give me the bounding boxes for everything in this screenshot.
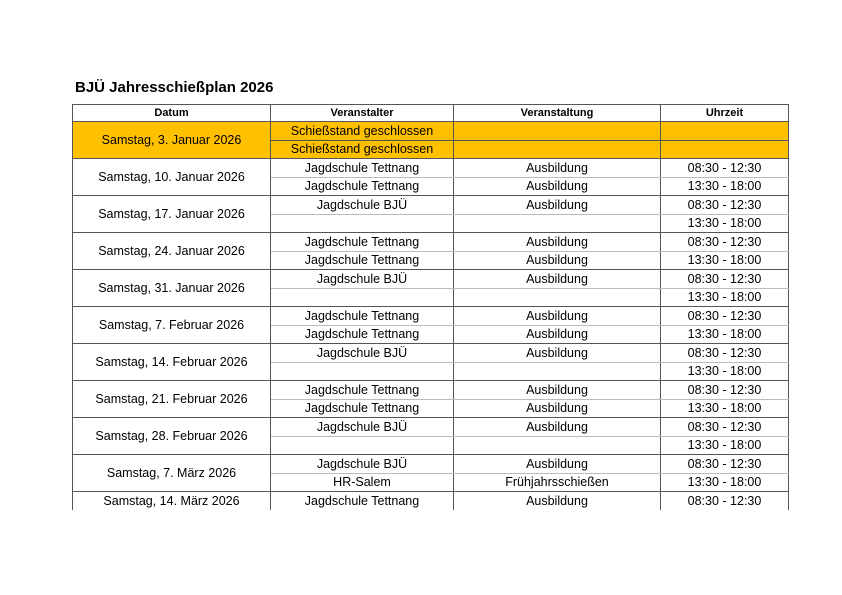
event-cell: Ausbildung <box>454 418 661 437</box>
table-row <box>73 344 789 363</box>
time-cell: 13:30 - 18:00 <box>661 325 789 344</box>
schedule-body <box>73 122 789 510</box>
schedule-table <box>72 104 789 510</box>
time-cell: 13:30 - 18:00 <box>661 473 789 492</box>
event-cell: Ausbildung <box>454 177 661 196</box>
event-cell: Ausbildung <box>454 159 661 178</box>
organizer-cell <box>271 362 454 381</box>
date-cell: Samstag, 28. Februar 2026 <box>73 418 271 455</box>
table-row <box>73 159 789 178</box>
event-cell <box>454 362 661 381</box>
event-cell: Ausbildung <box>454 344 661 363</box>
time-cell: 13:30 - 18:00 <box>661 362 789 381</box>
organizer-cell: Jagdschule Tettnang <box>271 381 454 400</box>
time-cell: 13:30 - 18:00 <box>661 288 789 307</box>
time-cell: 13:30 - 18:00 <box>661 399 789 418</box>
organizer-cell <box>271 288 454 307</box>
time-cell: 08:30 - 12:30 <box>661 159 789 178</box>
date-cell: Samstag, 24. Januar 2026 <box>73 233 271 270</box>
event-cell: Ausbildung <box>454 381 661 400</box>
header-row <box>73 105 789 122</box>
table-row <box>73 418 789 437</box>
organizer-cell: Jagdschule BJÜ <box>271 418 454 437</box>
time-cell <box>661 122 789 141</box>
time-cell: 08:30 - 12:30 <box>661 307 789 326</box>
event-cell: Ausbildung <box>454 307 661 326</box>
date-cell: Samstag, 14. März 2026 <box>73 492 271 510</box>
event-cell <box>454 288 661 307</box>
time-cell: 08:30 - 12:30 <box>661 270 789 289</box>
event-cell <box>454 436 661 455</box>
organizer-cell: Jagdschule BJÜ <box>271 270 454 289</box>
organizer-cell: Jagdschule Tettnang <box>271 177 454 196</box>
header-date: Datum <box>73 105 271 122</box>
event-cell: Frühjahrsschießen <box>454 473 661 492</box>
table-row <box>73 307 789 326</box>
table-row <box>73 381 789 400</box>
date-cell: Samstag, 14. Februar 2026 <box>73 344 271 381</box>
time-cell: 13:30 - 18:00 <box>661 436 789 455</box>
event-cell: Ausbildung <box>454 325 661 344</box>
event-cell: Ausbildung <box>454 251 661 270</box>
time-cell: 13:30 - 18:00 <box>661 214 789 233</box>
header-time: Uhrzeit <box>661 105 789 122</box>
event-cell <box>454 214 661 233</box>
event-cell: Ausbildung <box>454 196 661 215</box>
event-cell <box>454 122 661 141</box>
date-cell: Samstag, 7. Februar 2026 <box>73 307 271 344</box>
event-cell: Ausbildung <box>454 399 661 418</box>
time-cell: 08:30 - 12:30 <box>661 196 789 215</box>
organizer-cell <box>271 214 454 233</box>
event-cell <box>454 140 661 159</box>
time-cell: 08:30 - 12:30 <box>661 455 789 474</box>
organizer-cell: Schießstand geschlossen <box>271 140 454 159</box>
organizer-cell: Jagdschule Tettnang <box>271 159 454 178</box>
time-cell: 08:30 - 12:30 <box>661 344 789 363</box>
time-cell: 13:30 - 18:00 <box>661 177 789 196</box>
document-title: BJÜ Jahresschießplan 2026 <box>75 79 274 96</box>
event-cell: Ausbildung <box>454 233 661 252</box>
time-cell: 08:30 - 12:30 <box>661 492 789 510</box>
organizer-cell: Jagdschule Tettnang <box>271 399 454 418</box>
header-organizer: Veranstalter <box>271 105 454 122</box>
time-cell: 08:30 - 12:30 <box>661 381 789 400</box>
organizer-cell: Jagdschule BJÜ <box>271 196 454 215</box>
table-row <box>73 270 789 289</box>
date-cell: Samstag, 17. Januar 2026 <box>73 196 271 233</box>
organizer-cell: Jagdschule Tettnang <box>271 233 454 252</box>
organizer-cell: Jagdschule Tettnang <box>271 325 454 344</box>
table-row <box>73 196 789 215</box>
table-row <box>73 455 789 474</box>
organizer-cell: Jagdschule BJÜ <box>271 455 454 474</box>
table-row <box>73 233 789 252</box>
organizer-cell: Jagdschule Tettnang <box>271 307 454 326</box>
organizer-cell: Jagdschule BJÜ <box>271 344 454 363</box>
date-cell: Samstag, 21. Februar 2026 <box>73 381 271 418</box>
date-cell: Samstag, 7. März 2026 <box>73 455 271 492</box>
time-cell <box>661 140 789 159</box>
organizer-cell: Jagdschule Tettnang <box>271 251 454 270</box>
organizer-cell: Jagdschule Tettnang <box>271 492 454 510</box>
date-cell: Samstag, 3. Januar 2026 <box>73 122 271 159</box>
event-cell: Ausbildung <box>454 455 661 474</box>
organizer-cell <box>271 436 454 455</box>
event-cell: Ausbildung <box>454 270 661 289</box>
table-row <box>73 122 789 141</box>
time-cell: 08:30 - 12:30 <box>661 418 789 437</box>
table-row <box>73 492 789 510</box>
event-cell: Ausbildung <box>454 492 661 510</box>
organizer-cell: Schießstand geschlossen <box>271 122 454 141</box>
date-cell: Samstag, 10. Januar 2026 <box>73 159 271 196</box>
time-cell: 13:30 - 18:00 <box>661 251 789 270</box>
header-event: Veranstaltung <box>454 105 661 122</box>
organizer-cell: HR-Salem <box>271 473 454 492</box>
date-cell: Samstag, 31. Januar 2026 <box>73 270 271 307</box>
time-cell: 08:30 - 12:30 <box>661 233 789 252</box>
